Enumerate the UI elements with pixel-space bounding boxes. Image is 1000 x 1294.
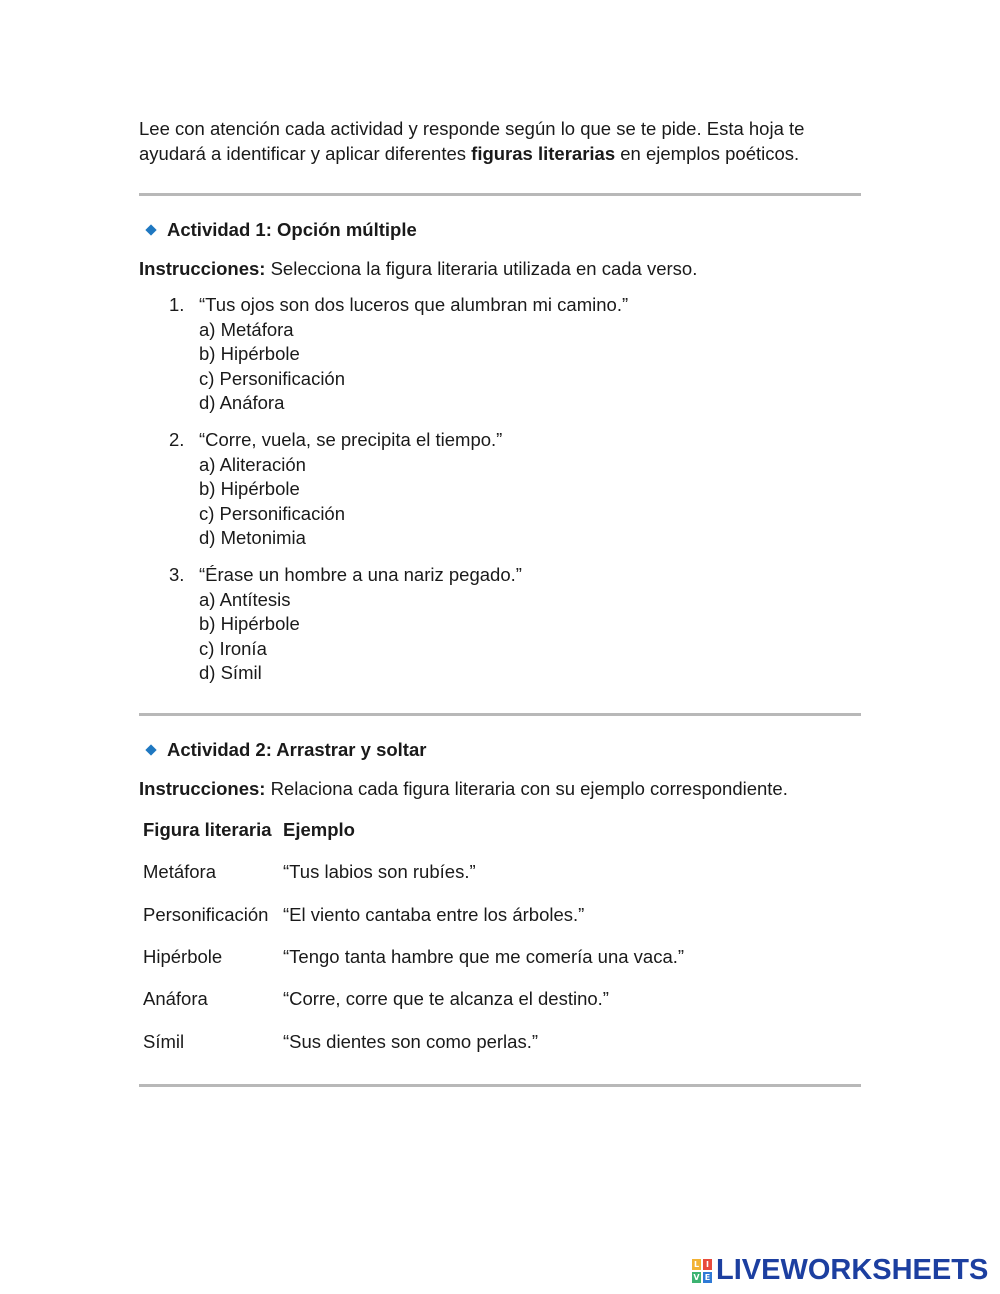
question-1: 1. “Tus ojos son dos luceros que alumbran mi camino.” a) Metáfora b) Hipérbole c) Personificación d) Anáfora [169,293,628,416]
divider [139,1084,861,1087]
question-3: 3. “Érase un hombre a una nariz pegado.” a) Antítesis b) Hipérbole c) Ironía d) Símil [169,563,522,686]
option[interactable]: d) Anáfora [199,392,285,413]
liveworksheets-logo [692,1254,988,1287]
example-cell: “El viento cantaba entre los árboles.” [283,904,585,925]
option[interactable]: b) Hipérbole [199,343,300,364]
divider [139,713,861,716]
question-2: 2. “Corre, vuela, se precipita el tiempo.” a) Aliteración b) Hipérbole c) Personificación d) Metonimia [169,428,502,551]
option[interactable]: b) Hipérbole [199,613,300,634]
logo-block: I [703,1259,712,1270]
option[interactable]: c) Personificación [199,367,346,389]
diamond-bullet-icon [145,744,156,755]
example-cell: “Tengo tanta hambre que me comería una vaca.” [283,946,685,967]
activity1-title: Actividad 1: Opción múltiple [147,219,417,241]
activity2-title: Actividad 2: Arrastrar y soltar [147,739,426,761]
intro-paragraph: Lee con atención cada actividad y responde según lo que se te pide. Esta hoja te ayudará a identificar y aplicar diferentes figuras literarias en ejemplos poéticos. [139,118,805,164]
example-cell: “Corre, corre que te alcanza el destino.” [283,988,609,1009]
option[interactable]: c) Ironía [199,637,267,659]
option[interactable]: a) Metáfora [199,318,294,340]
logo-block: L [693,1259,700,1269]
figure-cell[interactable]: Personificación [143,904,269,925]
option[interactable]: d) Símil [199,662,262,683]
logo-block: E [704,1272,711,1282]
figure-cell[interactable]: Hipérbole [143,946,223,967]
intro-bold: figuras literarias [471,143,616,164]
diamond-bullet-icon [145,224,156,235]
activity2-instructions: Instrucciones: Relaciona cada figura literaria con su ejemplo correspondiente. [139,778,788,799]
example-cell: “Sus dientes son como perlas.” [283,1031,539,1052]
logo-blocks-icon [692,1259,712,1283]
option[interactable]: d) Metonimia [199,527,306,548]
option[interactable]: a) Aliteración [199,453,306,475]
figure-cell[interactable]: Símil [143,1031,185,1052]
logo-block: V [693,1272,700,1282]
logo-text: LIVEWORKSHEETS [716,1254,989,1286]
example-cell: “Tus labios son rubíes.” [283,861,476,882]
figure-cell[interactable]: Anáfora [143,988,208,1009]
option[interactable]: c) Personificación [199,502,346,524]
option[interactable]: b) Hipérbole [199,478,300,499]
activity1-instructions: Instrucciones: Selecciona la figura literaria utilizada en cada verso. [139,258,698,279]
divider [139,193,861,196]
option[interactable]: a) Antítesis [199,588,291,610]
figure-cell[interactable]: Metáfora [143,861,217,882]
